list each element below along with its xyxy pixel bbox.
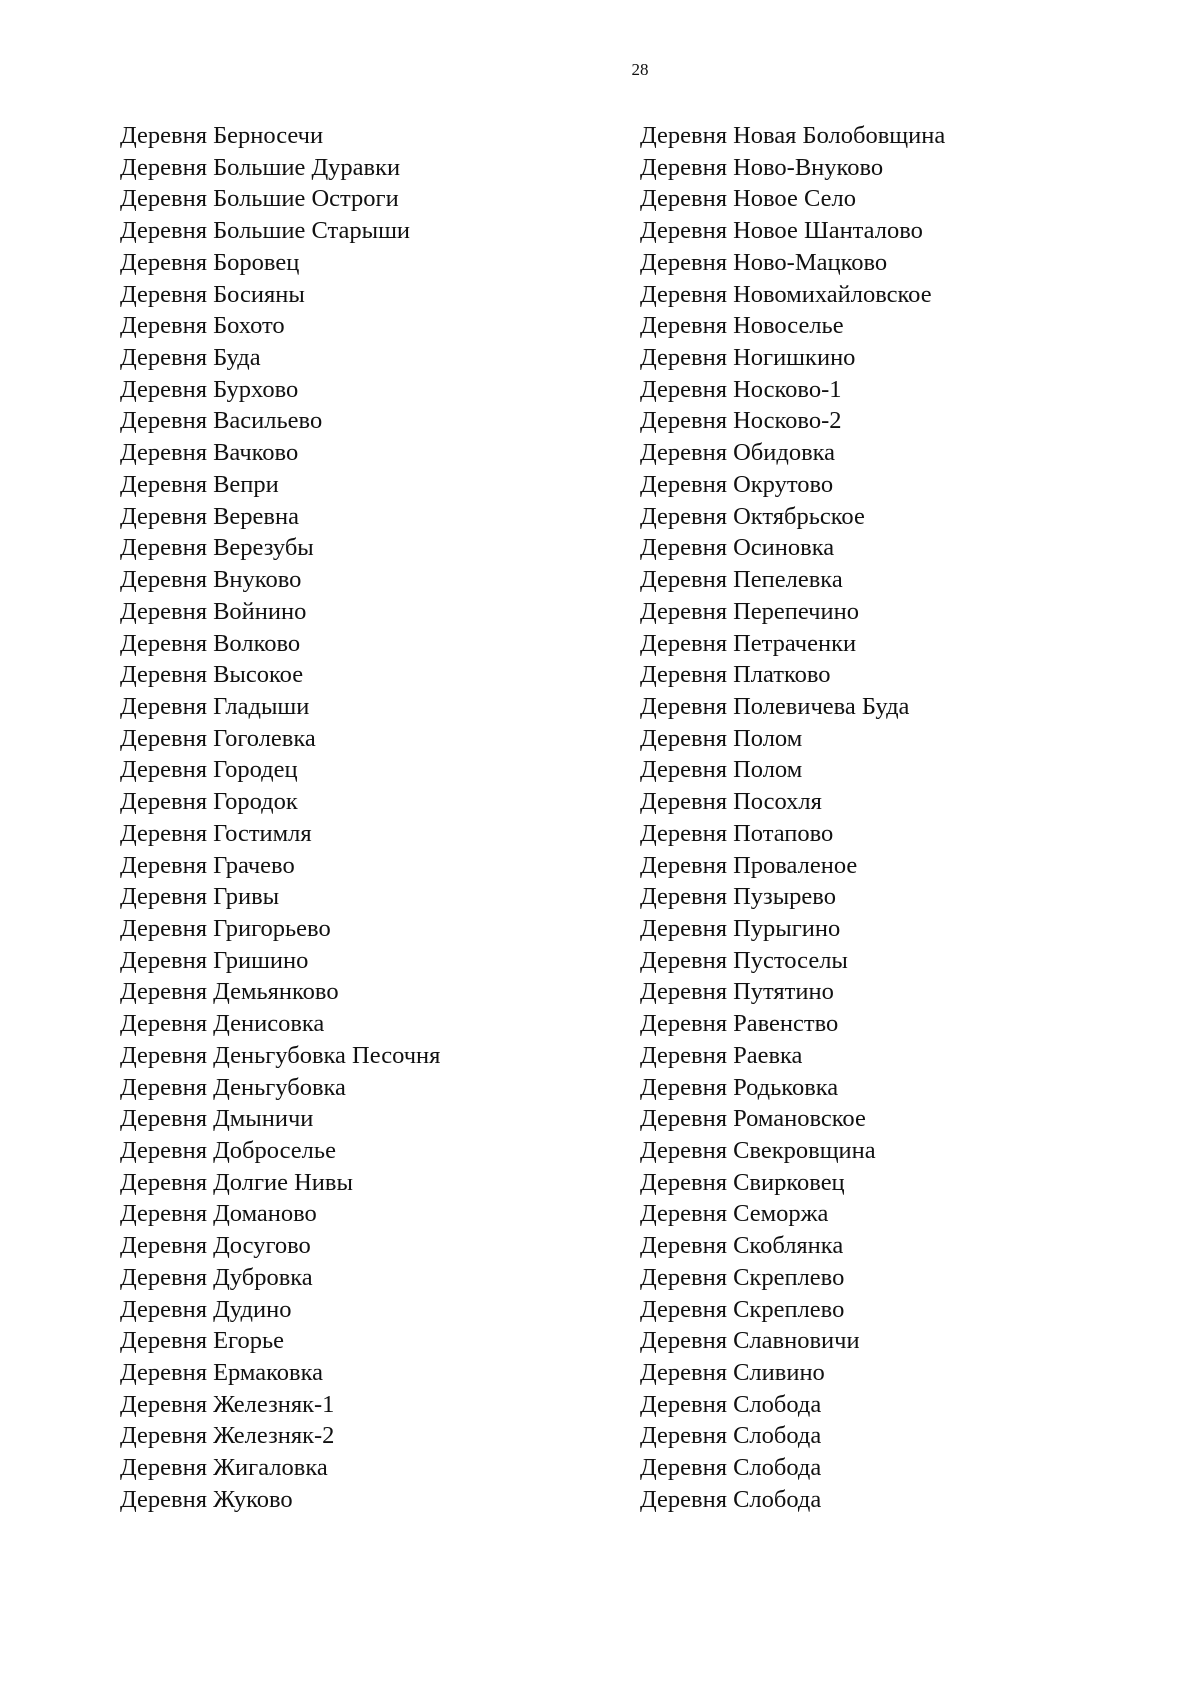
list-item: Деревня Носково-1	[640, 375, 842, 403]
list-item: Деревня Скоблянка	[640, 1232, 844, 1260]
list-item: Деревня Верезубы	[120, 534, 314, 562]
list-item: Деревня Пурыгино	[640, 914, 841, 942]
list-item: Деревня Дмыничи	[120, 1105, 314, 1133]
list-item: Деревня Гоголевка	[120, 724, 316, 752]
list-item: Деревня Полом	[640, 724, 803, 752]
list-item: Деревня Большие Дуравки	[120, 153, 401, 181]
list-item: Деревня Городец	[120, 756, 298, 784]
list-item: Деревня Босияны	[120, 280, 305, 308]
list-item: Деревня Вепри	[120, 470, 279, 498]
list-item: Деревня Вачково	[120, 439, 299, 467]
list-item: Деревня Гришино	[120, 946, 309, 974]
list-item: Деревня Васильево	[120, 407, 323, 435]
list-item: Деревня Семоржа	[640, 1200, 829, 1228]
list-item: Деревня Свекровщина	[640, 1137, 876, 1164]
list-item: Деревня Боровец	[120, 248, 300, 276]
list-item: Деревня Ново-Мацково	[640, 248, 888, 276]
list-item: Деревня Октябрьское	[640, 502, 865, 530]
list-item: Деревня Денисовка	[120, 1010, 325, 1038]
list-item: Деревня Григорьево	[120, 914, 331, 942]
list-item: Деревня Новомихайловское	[640, 280, 932, 308]
list-item: Деревня Гладыши	[120, 692, 310, 720]
list-item: Деревня Жигаловка	[120, 1454, 328, 1482]
list-item: Деревня Полевичева Буда	[640, 692, 910, 720]
list-item: Деревня Раевка	[640, 1041, 803, 1069]
list-item: Деревня Обидовка	[640, 439, 836, 467]
list-item: Деревня Берносечи	[120, 122, 324, 149]
list-item: Деревня Скреплево	[640, 1263, 845, 1291]
list-item: Деревня Посохля	[640, 788, 822, 816]
list-item: Деревня Перепечино	[640, 597, 859, 625]
list-item: Деревня Большие Старыши	[120, 217, 411, 245]
right-column-list	[640, 120, 945, 1516]
list-item: Деревня Пустоселы	[640, 946, 848, 974]
list-item: Деревня Слобода	[640, 1422, 822, 1450]
list-item: Деревня Бурхово	[120, 375, 299, 403]
list-item: Деревня Жуково	[120, 1485, 293, 1513]
list-item: Деревня Носково-2	[640, 407, 842, 435]
list-item: Деревня Слобода	[640, 1454, 822, 1482]
list-item: Деревня Деньгубовка Песочня	[120, 1041, 441, 1069]
list-item: Деревня Железняк-1	[120, 1390, 335, 1418]
list-item: Деревня Дубровка	[120, 1263, 313, 1291]
list-item: Деревня Путятино	[640, 978, 834, 1006]
list-item: Деревня Бохото	[120, 312, 285, 340]
list-item: Деревня Новая Болобовщина	[640, 122, 946, 149]
list-item: Деревня Пепелевка	[640, 566, 843, 594]
page-number: 28	[631, 60, 649, 79]
list-item: Деревня Петраченки	[640, 629, 857, 657]
list-item: Деревня Новое Село	[640, 185, 856, 213]
list-item: Деревня Скреплево	[640, 1295, 845, 1323]
list-item: Деревня Демьянково	[120, 978, 339, 1006]
list-item: Деревня Ново-Внуково	[640, 153, 884, 181]
list-item: Деревня Веревна	[120, 502, 299, 530]
list-item: Деревня Внуково	[120, 566, 302, 594]
list-item: Деревня Ногишкино	[640, 344, 856, 372]
list-item: Деревня Волково	[120, 629, 301, 657]
list-item: Деревня Славновичи	[640, 1327, 860, 1355]
list-item: Деревня Досугово	[120, 1232, 311, 1260]
list-item: Деревня Доманово	[120, 1200, 317, 1228]
list-item: Деревня Полом	[640, 756, 803, 784]
list-item: Деревня Слобода	[640, 1390, 822, 1418]
list-item: Деревня Проваленое	[640, 851, 858, 879]
list-item: Деревня Платково	[640, 661, 831, 689]
list-item: Деревня Окрутово	[640, 470, 834, 498]
list-item: Деревня Долгие Нивы	[120, 1168, 353, 1196]
list-item: Деревня Ермаковка	[120, 1359, 324, 1387]
list-item: Деревня Гостимля	[120, 819, 312, 847]
list-item: Деревня Войнино	[120, 597, 307, 625]
list-item: Деревня Деньгубовка	[120, 1073, 346, 1101]
list-item: Деревня Железняк-2	[120, 1422, 335, 1450]
left-column-list	[120, 120, 440, 1516]
list-item: Деревня Равенство	[640, 1010, 839, 1038]
list-item: Деревня Осиновка	[640, 534, 835, 562]
list-item: Деревня Свирковец	[640, 1168, 845, 1196]
list-item: Деревня Гривы	[120, 883, 280, 911]
list-item: Деревня Потапово	[640, 819, 834, 847]
list-item: Деревня Высокое	[120, 661, 304, 689]
list-item: Деревня Грачево	[120, 851, 295, 879]
list-item: Деревня Романовское	[640, 1105, 866, 1133]
list-item: Деревня Егорье	[120, 1327, 285, 1355]
list-item: Деревня Сливино	[640, 1359, 825, 1387]
list-item: Деревня Новое Шанталово	[640, 217, 923, 245]
list-item: Деревня Пузырево	[640, 883, 836, 911]
list-item: Деревня Слобода	[640, 1485, 822, 1513]
list-item: Деревня Родьковка	[640, 1073, 839, 1101]
list-item: Деревня Городок	[120, 788, 298, 816]
list-item: Деревня Буда	[120, 344, 261, 372]
list-item: Деревня Большие Остроги	[120, 185, 399, 213]
list-item: Деревня Доброселье	[120, 1137, 336, 1164]
list-item: Деревня Новоселье	[640, 312, 844, 340]
list-item: Деревня Дудино	[120, 1295, 292, 1323]
